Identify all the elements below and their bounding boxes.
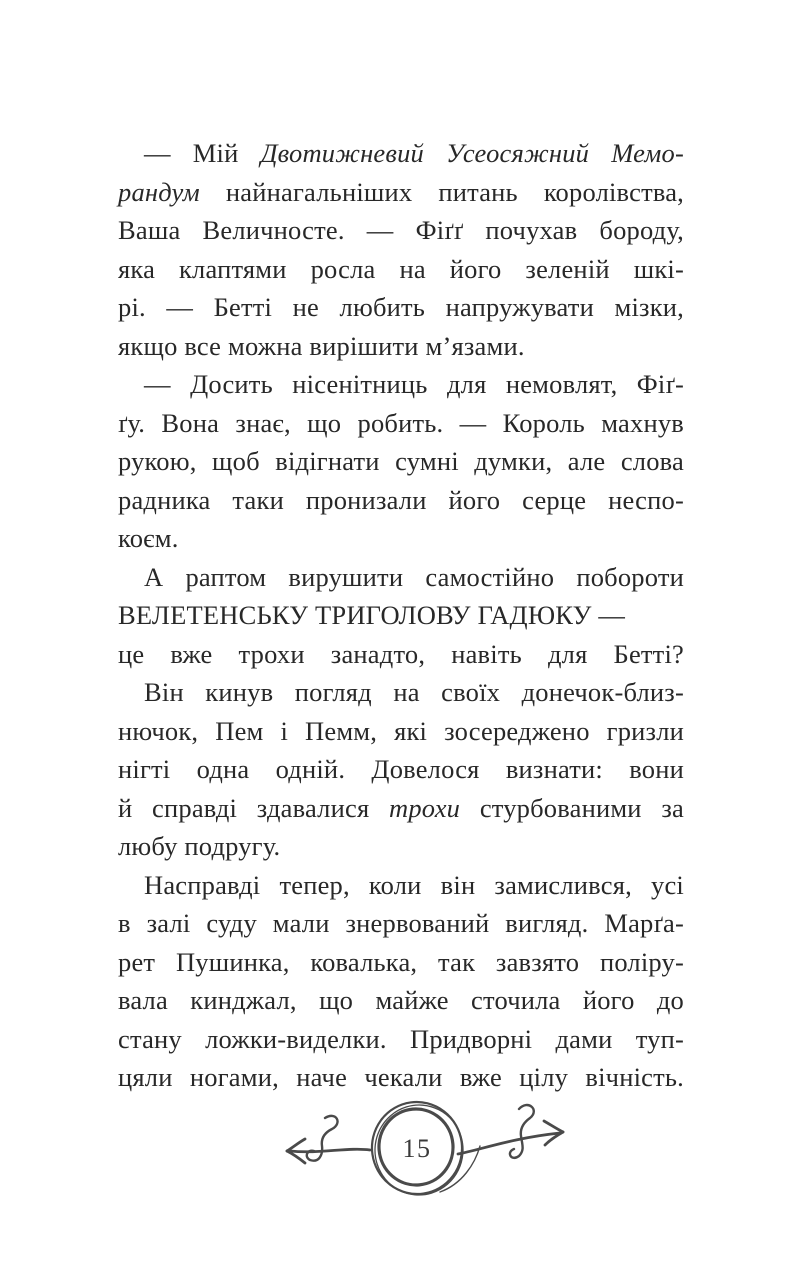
text-segment: рет Пушинка, ковалька, так завзято поліру- bbox=[118, 946, 684, 977]
text-line bbox=[118, 481, 684, 520]
text-line bbox=[118, 288, 684, 327]
text-line bbox=[118, 866, 684, 905]
text-segment: стану ложки-виделки. Придворні дами туп- bbox=[118, 1023, 684, 1054]
text-segment: це вже трохи занадто, навіть для Бетті? bbox=[118, 638, 684, 669]
text-segment: Він кинув погляд на своїх донечок-близ- bbox=[144, 677, 684, 707]
text-segment: ґу. Вона знає, що робить. — Король махнув bbox=[118, 407, 684, 438]
text-line bbox=[118, 789, 684, 828]
text-segment: Насправді тепер, коли він замислився, усі bbox=[144, 869, 684, 900]
page-number: 15 bbox=[402, 1134, 432, 1163]
text-line bbox=[118, 442, 684, 481]
text-segment: в залі суду мали знервований вигляд. Марґа- bbox=[118, 908, 684, 938]
text-segment: нігті одна одній. Довелося визнати: вони bbox=[118, 754, 684, 784]
text-segment: ВЕЛЕТЕНСЬКУ ТРИГОЛОВУ ГАДЮКУ — bbox=[118, 600, 626, 630]
text-line bbox=[118, 635, 684, 674]
italic-text-segment: Двотижневий Усеосяжний Мемо- bbox=[260, 138, 684, 168]
page-ornament bbox=[272, 1088, 582, 1218]
text-segment: А раптом вирушити самостійно побороти bbox=[144, 561, 684, 592]
text-line bbox=[118, 327, 684, 366]
text-line bbox=[118, 173, 684, 212]
text-segment: рі. — Бетті не любить напружувати мізки, bbox=[118, 292, 684, 322]
text-line bbox=[118, 904, 684, 943]
text-block bbox=[118, 134, 684, 1097]
text-line bbox=[118, 404, 684, 443]
text-line bbox=[118, 250, 684, 289]
text-segment: цяли ногами, наче чекали вже цілу вічність. bbox=[118, 1062, 684, 1092]
text-line bbox=[118, 365, 684, 404]
text-line bbox=[118, 827, 684, 866]
text-segment: стурбованими за bbox=[460, 792, 684, 823]
text-segment: любу подругу. bbox=[118, 831, 281, 861]
text-line bbox=[118, 596, 684, 635]
text-segment: найнагальніших питань королівства, bbox=[199, 176, 684, 207]
text-segment: Ваша Величносте. — Фіґґ почухав бороду, bbox=[118, 215, 684, 245]
text-segment: й справді здавалися bbox=[118, 792, 390, 823]
text-line bbox=[118, 712, 684, 751]
text-line bbox=[118, 519, 684, 558]
ornament-drawing bbox=[272, 1088, 582, 1218]
text-line bbox=[118, 211, 684, 250]
text-segment: якщо все можна вирішити м’язами. bbox=[118, 330, 525, 361]
text-segment: нючок, Пем і Пемм, які зосереджено гризли bbox=[118, 715, 684, 746]
text-line bbox=[118, 750, 684, 789]
text-line bbox=[118, 943, 684, 982]
right-curl-flourish bbox=[510, 1105, 534, 1158]
text-segment: — Досить нісенітниць для немовлят, Фіґ- bbox=[144, 369, 684, 399]
text-line bbox=[118, 134, 684, 173]
text-segment: рукою, щоб відігнати сумні думки, але слова bbox=[118, 446, 684, 476]
text-line bbox=[118, 673, 684, 712]
italic-text-segment: рандум bbox=[118, 176, 200, 207]
text-segment: — Мій bbox=[144, 138, 261, 168]
text-line bbox=[118, 1020, 684, 1059]
italic-text-segment: трохи bbox=[389, 792, 461, 823]
text-line bbox=[118, 558, 684, 597]
left-curl-flourish bbox=[307, 1116, 338, 1161]
right-arrow-icon bbox=[440, 1105, 563, 1192]
text-segment: коєм. bbox=[118, 523, 179, 553]
left-arrow-icon bbox=[287, 1116, 370, 1163]
text-line bbox=[118, 981, 684, 1020]
text-segment: радника таки пронизали його серце неспо- bbox=[118, 484, 684, 515]
text-segment: яка клаптями росла на його зеленій шкі- bbox=[118, 253, 684, 284]
text-segment: вала кинджал, що майже сточила його до bbox=[118, 985, 684, 1015]
